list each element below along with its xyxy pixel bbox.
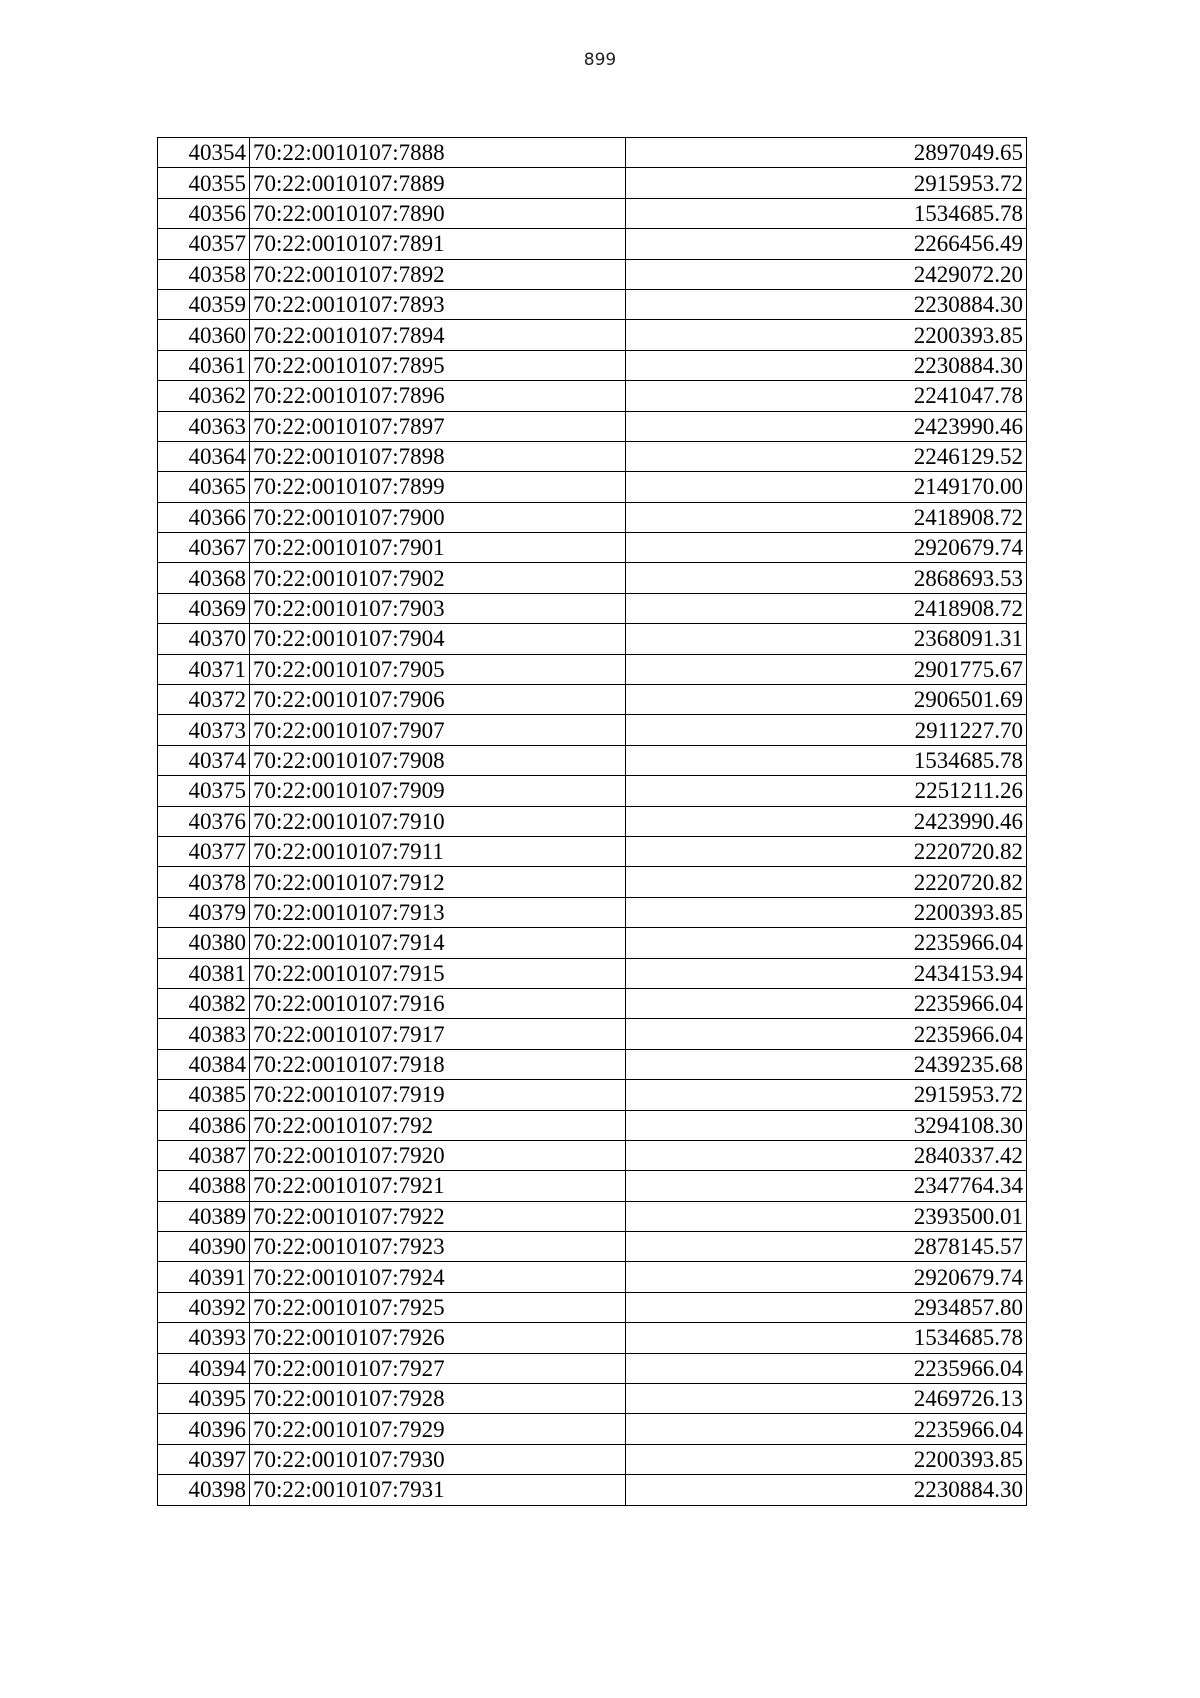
table-row: [158, 1110, 1027, 1140]
cadastral-number: 70:22:0010107:7931: [250, 1475, 626, 1505]
cadastral-value: 2934857.80: [626, 1292, 1027, 1322]
row-number: 40396: [158, 1414, 250, 1444]
cadastral-number: 70:22:0010107:7907: [250, 715, 626, 745]
cadastral-value: 2230884.30: [626, 289, 1027, 319]
row-number: 40365: [158, 472, 250, 502]
row-number: 40374: [158, 745, 250, 775]
table-row: [158, 928, 1027, 958]
row-number: 40394: [158, 1353, 250, 1383]
row-number: 40356: [158, 198, 250, 228]
cadastral-number: 70:22:0010107:7892: [250, 259, 626, 289]
cadastral-number: 70:22:0010107:7911: [250, 836, 626, 866]
cadastral-value: 2840337.42: [626, 1140, 1027, 1170]
table-row: [158, 1262, 1027, 1292]
table-row: [158, 198, 1027, 228]
cadastral-number: 70:22:0010107:7906: [250, 685, 626, 715]
row-number: 40369: [158, 593, 250, 623]
row-number: 40389: [158, 1201, 250, 1231]
cadastral-value: 2868693.53: [626, 563, 1027, 593]
cadastral-number: 70:22:0010107:7895: [250, 350, 626, 380]
row-number: 40377: [158, 836, 250, 866]
table-row: [158, 533, 1027, 563]
table-row: [158, 411, 1027, 441]
cadastral-number: 70:22:0010107:7924: [250, 1262, 626, 1292]
cadastral-value: 2423990.46: [626, 411, 1027, 441]
cadastral-value: 1534685.78: [626, 198, 1027, 228]
cadastral-number: 70:22:0010107:7915: [250, 958, 626, 988]
cadastral-value: 2418908.72: [626, 593, 1027, 623]
cadastral-value: 1534685.78: [626, 1323, 1027, 1353]
row-number: 40382: [158, 988, 250, 1018]
cadastral-value: 2920679.74: [626, 1262, 1027, 1292]
cadastral-number: 70:22:0010107:7909: [250, 776, 626, 806]
cadastral-value: 2878145.57: [626, 1232, 1027, 1262]
table-row: [158, 988, 1027, 1018]
cadastral-number: 70:22:0010107:7916: [250, 988, 626, 1018]
row-number: 40384: [158, 1049, 250, 1079]
cadastral-value: 1534685.78: [626, 745, 1027, 775]
table-row: [158, 1414, 1027, 1444]
cadastral-value: 2230884.30: [626, 350, 1027, 380]
cadastral-number: 70:22:0010107:7891: [250, 229, 626, 259]
cadastral-number: 70:22:0010107:7929: [250, 1414, 626, 1444]
cadastral-value: 2368091.31: [626, 624, 1027, 654]
table-row: [158, 1140, 1027, 1170]
cadastral-value: 2220720.82: [626, 836, 1027, 866]
cadastral-value: 2235966.04: [626, 1019, 1027, 1049]
table-row: [158, 229, 1027, 259]
table-row: [158, 1232, 1027, 1262]
cadastral-value: 2246129.52: [626, 441, 1027, 471]
cadastral-number: 70:22:0010107:7905: [250, 654, 626, 684]
row-number: 40390: [158, 1232, 250, 1262]
table-row: [158, 1080, 1027, 1110]
table-row: [158, 259, 1027, 289]
cadastral-number: 70:22:0010107:7910: [250, 806, 626, 836]
cadastral-number: 70:22:0010107:7897: [250, 411, 626, 441]
row-number: 40366: [158, 502, 250, 532]
row-number: 40364: [158, 441, 250, 471]
row-number: 40363: [158, 411, 250, 441]
row-number: 40395: [158, 1384, 250, 1414]
cadastral-value: 2200393.85: [626, 320, 1027, 350]
cadastral-number: 70:22:0010107:7912: [250, 867, 626, 897]
row-number: 40371: [158, 654, 250, 684]
cadastral-value: 2235966.04: [626, 1353, 1027, 1383]
table-row: [158, 745, 1027, 775]
table-row: [158, 593, 1027, 623]
cadastral-value: 2429072.20: [626, 259, 1027, 289]
row-number: 40355: [158, 168, 250, 198]
table-row: [158, 1049, 1027, 1079]
row-number: 40379: [158, 897, 250, 927]
row-number: 40398: [158, 1475, 250, 1505]
row-number: 40386: [158, 1110, 250, 1140]
table-row: [158, 289, 1027, 319]
cadastral-value: 2251211.26: [626, 776, 1027, 806]
cadastral-number: 70:22:0010107:7889: [250, 168, 626, 198]
cadastral-number: 70:22:0010107:7913: [250, 897, 626, 927]
page-number: 899: [583, 50, 617, 70]
row-number: 40370: [158, 624, 250, 654]
cadastral-number: 70:22:0010107:7920: [250, 1140, 626, 1170]
row-number: 40388: [158, 1171, 250, 1201]
table-row: [158, 1201, 1027, 1231]
cadastral-value: 2911227.70: [626, 715, 1027, 745]
cadastral-number: 70:22:0010107:7902: [250, 563, 626, 593]
cadastral-value: 2920679.74: [626, 533, 1027, 563]
cadastral-number: 70:22:0010107:7926: [250, 1323, 626, 1353]
row-number: 40373: [158, 715, 250, 745]
cadastral-number: 70:22:0010107:7899: [250, 472, 626, 502]
row-number: 40354: [158, 138, 250, 168]
cadastral-number: 70:22:0010107:7894: [250, 320, 626, 350]
table-row: [158, 897, 1027, 927]
table-row: [158, 1292, 1027, 1322]
cadastral-number: 70:22:0010107:7904: [250, 624, 626, 654]
cadastral-value: 2230884.30: [626, 1475, 1027, 1505]
row-number: 40383: [158, 1019, 250, 1049]
cadastral-number: 70:22:0010107:7898: [250, 441, 626, 471]
table-row: [158, 1353, 1027, 1383]
table-row: [158, 563, 1027, 593]
row-number: 40393: [158, 1323, 250, 1353]
row-number: 40368: [158, 563, 250, 593]
table-body: [158, 138, 1027, 1506]
cadastral-value: 2393500.01: [626, 1201, 1027, 1231]
cadastral-number: 70:22:0010107:7930: [250, 1444, 626, 1474]
table-row: [158, 776, 1027, 806]
cadastral-number: 70:22:0010107:7928: [250, 1384, 626, 1414]
cadastral-value: 2434153.94: [626, 958, 1027, 988]
table-row: [158, 624, 1027, 654]
table-row: [158, 1019, 1027, 1049]
table-row: [158, 654, 1027, 684]
row-number: 40375: [158, 776, 250, 806]
row-number: 40376: [158, 806, 250, 836]
table-row: [158, 441, 1027, 471]
row-number: 40380: [158, 928, 250, 958]
cadastral-value: 2423990.46: [626, 806, 1027, 836]
cadastral-value: 2906501.69: [626, 685, 1027, 715]
table-row: [158, 381, 1027, 411]
cadastral-value: 2235966.04: [626, 1414, 1027, 1444]
row-number: 40385: [158, 1080, 250, 1110]
cadastral-number: 70:22:0010107:7919: [250, 1080, 626, 1110]
cadastral-value: 2347764.34: [626, 1171, 1027, 1201]
cadastral-number: 70:22:0010107:7908: [250, 745, 626, 775]
cadastral-value: 2915953.72: [626, 1080, 1027, 1110]
table-row: [158, 958, 1027, 988]
cadastral-number: 70:22:0010107:7901: [250, 533, 626, 563]
table-row: [158, 867, 1027, 897]
cadastral-number: 70:22:0010107:7925: [250, 1292, 626, 1322]
row-number: 40360: [158, 320, 250, 350]
cadastral-value: 2418908.72: [626, 502, 1027, 532]
cadastral-value: 2220720.82: [626, 867, 1027, 897]
cadastral-value: 2200393.85: [626, 1444, 1027, 1474]
row-number: 40387: [158, 1140, 250, 1170]
table-row: [158, 138, 1027, 168]
table-row: [158, 168, 1027, 198]
table-row: [158, 1171, 1027, 1201]
table-row: [158, 715, 1027, 745]
row-number: 40381: [158, 958, 250, 988]
cadastral-value: 2469726.13: [626, 1384, 1027, 1414]
cadastral-value: 2901775.67: [626, 654, 1027, 684]
table-row: [158, 1323, 1027, 1353]
table-row: [158, 836, 1027, 866]
table-row: [158, 1384, 1027, 1414]
cadastral-number: 70:22:0010107:7917: [250, 1019, 626, 1049]
row-number: 40362: [158, 381, 250, 411]
cadastral-number: 70:22:0010107:7903: [250, 593, 626, 623]
cadastral-value: 2200393.85: [626, 897, 1027, 927]
cadastral-value: 2266456.49: [626, 229, 1027, 259]
row-number: 40361: [158, 350, 250, 380]
cadastral-value: 2149170.00: [626, 472, 1027, 502]
cadastral-number: 70:22:0010107:7922: [250, 1201, 626, 1231]
row-number: 40358: [158, 259, 250, 289]
cadastral-value: 2897049.65: [626, 138, 1027, 168]
row-number: 40372: [158, 685, 250, 715]
cadastral-number: 70:22:0010107:7890: [250, 198, 626, 228]
row-number: 40392: [158, 1292, 250, 1322]
table-row: [158, 806, 1027, 836]
cadastral-value: 2241047.78: [626, 381, 1027, 411]
cadastral-number: 70:22:0010107:7923: [250, 1232, 626, 1262]
row-number: 40391: [158, 1262, 250, 1292]
row-number: 40397: [158, 1444, 250, 1474]
table-row: [158, 1444, 1027, 1474]
table-row: [158, 1475, 1027, 1505]
cadastral-value: 2439235.68: [626, 1049, 1027, 1079]
cadastral-number: 70:22:0010107:7918: [250, 1049, 626, 1079]
cadastral-value-table: [157, 137, 1027, 1506]
table-row: [158, 472, 1027, 502]
cadastral-number: 70:22:0010107:7927: [250, 1353, 626, 1383]
table-row: [158, 320, 1027, 350]
row-number: 40359: [158, 289, 250, 319]
cadastral-value: 2915953.72: [626, 168, 1027, 198]
cadastral-number: 70:22:0010107:792: [250, 1110, 626, 1140]
cadastral-number: 70:22:0010107:7900: [250, 502, 626, 532]
cadastral-number: 70:22:0010107:7914: [250, 928, 626, 958]
table-row: [158, 685, 1027, 715]
row-number: 40367: [158, 533, 250, 563]
cadastral-number: 70:22:0010107:7921: [250, 1171, 626, 1201]
cadastral-value: 2235966.04: [626, 928, 1027, 958]
row-number: 40378: [158, 867, 250, 897]
table-row: [158, 502, 1027, 532]
cadastral-number: 70:22:0010107:7893: [250, 289, 626, 319]
cadastral-value: 3294108.30: [626, 1110, 1027, 1140]
cadastral-number: 70:22:0010107:7896: [250, 381, 626, 411]
cadastral-value: 2235966.04: [626, 988, 1027, 1018]
table-row: [158, 350, 1027, 380]
row-number: 40357: [158, 229, 250, 259]
cadastral-number: 70:22:0010107:7888: [250, 138, 626, 168]
